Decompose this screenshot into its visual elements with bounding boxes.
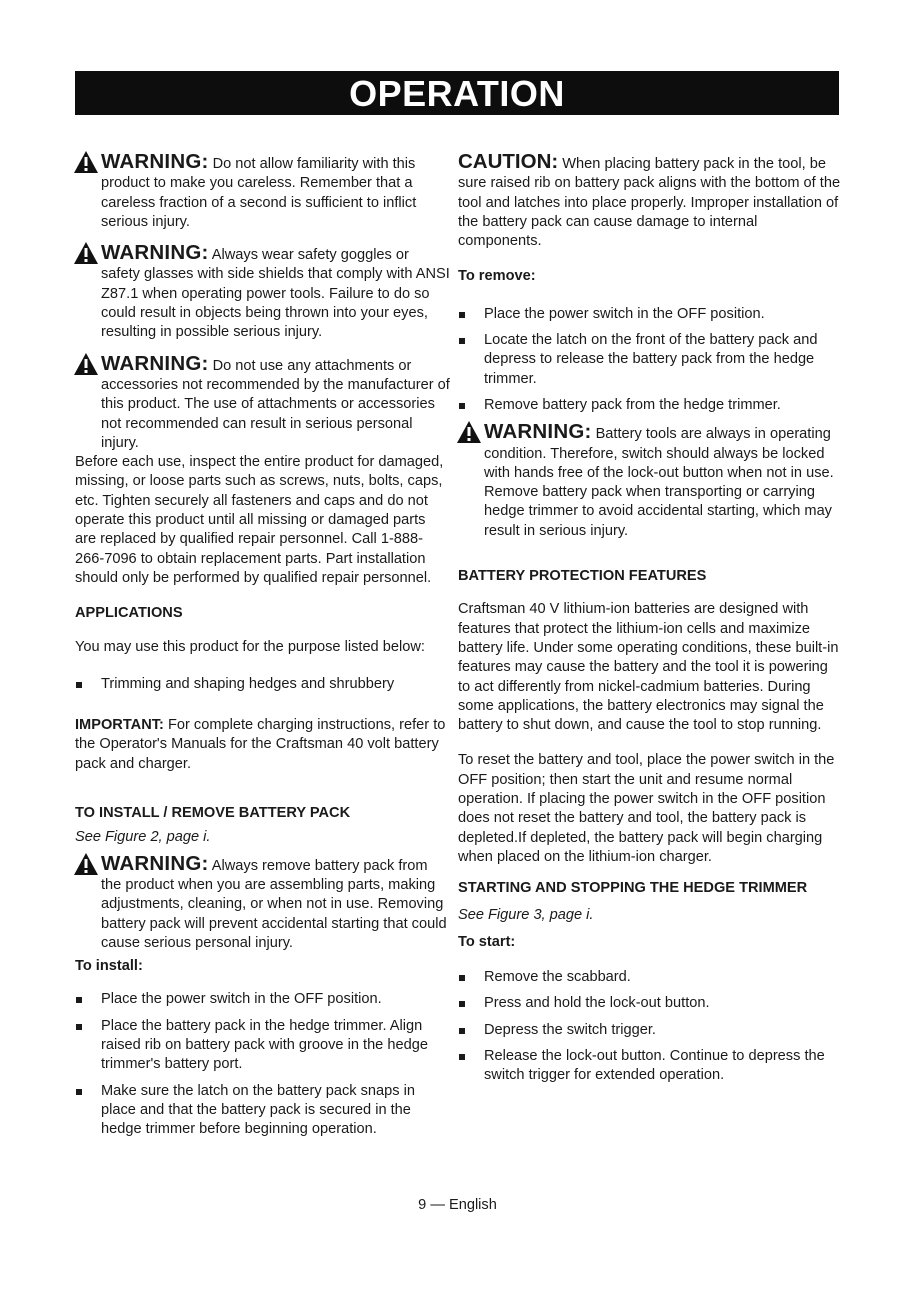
left-column	[75, 152, 450, 1146]
list-item: Make sure the latch on the battery pack snaps in place and that the battery pack is secured in the hedge trimmer before beginning operation.	[75, 1082, 450, 1140]
warning-block	[75, 152, 450, 232]
bullet-icon	[459, 312, 465, 318]
list-item: Place the power switch in the OFF position.	[75, 990, 450, 1009]
install-heading: TO INSTALL / REMOVE BATTERY PACK	[75, 805, 351, 822]
bullet-icon	[76, 682, 82, 688]
inspect-paragraph: Before each use, inspect the entire product for damaged, missing, or loose parts such as screws, nuts, bolts, caps, etc. Tighten securely all fasteners and caps and do not operate this product until all missing or damaged parts are replaced by qualified repair personnel. Call 1-888-266-7096 to obtain replacement parts. Part installation should only be performed by qualified repair personnel.	[75, 454, 444, 586]
warning-label: WARNING:	[101, 241, 209, 265]
important-text: For complete charging instructions, refer to the Operator's Manuals for the Craftsman 40 volt battery pack and charger.	[75, 717, 446, 772]
battery-paragraph: Craftsman 40 V lithium-ion batteries are designed with features that protect the lithium-ion cells and maximize battery life. Under some operating conditions, these built-in features may cause the battery and the tool it is powering to act differently from nickel-cadmium batteries. During some applications, the battery electronics may signal the battery to shut down, and cause the tool to stop running.	[458, 601, 839, 734]
start-see-figure: See Figure 3, page i.	[458, 906, 594, 923]
important-label: IMPORTANT:	[75, 717, 164, 734]
warning-text: Do not use any attachments or accessories not recommended by the manufacturer of this product. The use of attachments or accessories not recommended can result in serious personal injury.	[101, 357, 450, 451]
list-item: Depress the switch trigger.	[458, 1021, 842, 1040]
start-heading: STARTING AND STOPPING THE HEDGE TRIMMER	[458, 880, 808, 897]
start-steps	[458, 968, 842, 1085]
bullet-icon	[459, 403, 465, 409]
applications-heading: APPLICATIONS	[75, 605, 183, 622]
list-item: Locate the latch on the front of the battery pack and depress to release the battery pack from the hedge trimmer.	[458, 331, 842, 389]
warning-text: Do not allow familiarity with this product to make you careless. Remember that a careless fraction of a second is sufficient to inflict serious injury.	[101, 156, 417, 230]
page-title: OPERATION	[349, 73, 565, 114]
warning-block	[75, 243, 450, 342]
warning-block	[75, 351, 450, 453]
warning-text: Always wear safety goggles or safety glasses with side shields that comply with ANSI Z87.1 when operating power tools. Failure to do so could result in objects being thrown into your eyes, resulting in possible serious injury.	[101, 247, 450, 341]
install-subheading: To install:	[75, 958, 143, 975]
warning-label: WARNING:	[101, 351, 209, 375]
list-item: Release the lock-out button. Continue to depress the switch trigger for extended operation.	[458, 1047, 842, 1086]
bullet-icon	[459, 338, 465, 344]
caution-text: When placing battery pack in the tool, be sure raised rib on battery pack aligns with the bottom of the tool and latches into place properly. Improper installation of the battery pack can cause damage to internal components.	[458, 156, 841, 250]
list-item: Remove battery pack from the hedge trimmer.	[458, 396, 842, 415]
right-column	[458, 152, 842, 1093]
install-steps	[75, 990, 450, 1139]
list-item: Remove the scabbard.	[458, 968, 842, 987]
list-item: Trimming and shaping hedges and shrubbery	[75, 675, 450, 694]
caution-block	[458, 152, 842, 251]
warning-text: Always remove battery pack from the product when you are assembling parts, making adjustments, cleaning, or when not in use. Removing battery pack will prevent accidental starting that could cause serious personal injury.	[101, 857, 447, 951]
bullet-icon	[459, 1001, 465, 1007]
page-title-banner	[75, 71, 839, 115]
caution-label: CAUTION:	[458, 150, 559, 173]
list-item: Place the power switch in the OFF position.	[458, 305, 842, 324]
warning-triangle-icon	[73, 150, 99, 174]
page-footer: 9 — English	[418, 1197, 497, 1213]
important-note	[75, 716, 450, 774]
warning-triangle-icon	[73, 241, 99, 265]
warning-label: WARNING:	[484, 420, 592, 444]
bullet-icon	[459, 1054, 465, 1060]
warning-block	[458, 422, 842, 541]
bullet-icon	[76, 1089, 82, 1095]
warning-label: WARNING:	[101, 851, 209, 875]
list-item: Press and hold the lock-out button.	[458, 994, 842, 1013]
warning-label: WARNING:	[101, 150, 209, 173]
remove-subheading: To remove:	[458, 268, 536, 285]
bullet-icon	[76, 1024, 82, 1030]
warning-triangle-icon	[456, 420, 482, 444]
list-item: Place the battery pack in the hedge trimmer. Align raised rib on battery pack with groove in the hedge trimmer's battery port.	[75, 1017, 450, 1075]
warning-triangle-icon	[73, 352, 99, 376]
warning-text: Battery tools are always in operating condition. Therefore, switch should always be locked with hands free of the lock-out button when not in use. Remove battery pack when transporting or carrying hedge trimmer to avoid accidental starting, which may result in serious injury.	[484, 426, 834, 539]
applications-list	[75, 675, 450, 694]
remove-steps	[458, 305, 842, 415]
bullet-icon	[76, 997, 82, 1003]
install-see-figure: See Figure 2, page i.	[75, 829, 211, 846]
bullet-icon	[459, 975, 465, 981]
battery-heading: BATTERY PROTECTION FEATURES	[458, 568, 707, 585]
warning-triangle-icon	[73, 852, 99, 876]
applications-intro: You may use this product for the purpose listed below:	[75, 638, 425, 655]
warning-block	[75, 851, 450, 953]
start-subheading: To start:	[458, 933, 516, 950]
battery-paragraph: To reset the battery and tool, place the power switch in the OFF position; then start the unit and resume normal operation. If placing the power switch in the OFF position does not reset the battery and tool, the battery pack is depleted.If depleted, the battery pack will begin charging when placed on the lithium-ion charger.	[458, 752, 835, 865]
bullet-icon	[459, 1028, 465, 1034]
